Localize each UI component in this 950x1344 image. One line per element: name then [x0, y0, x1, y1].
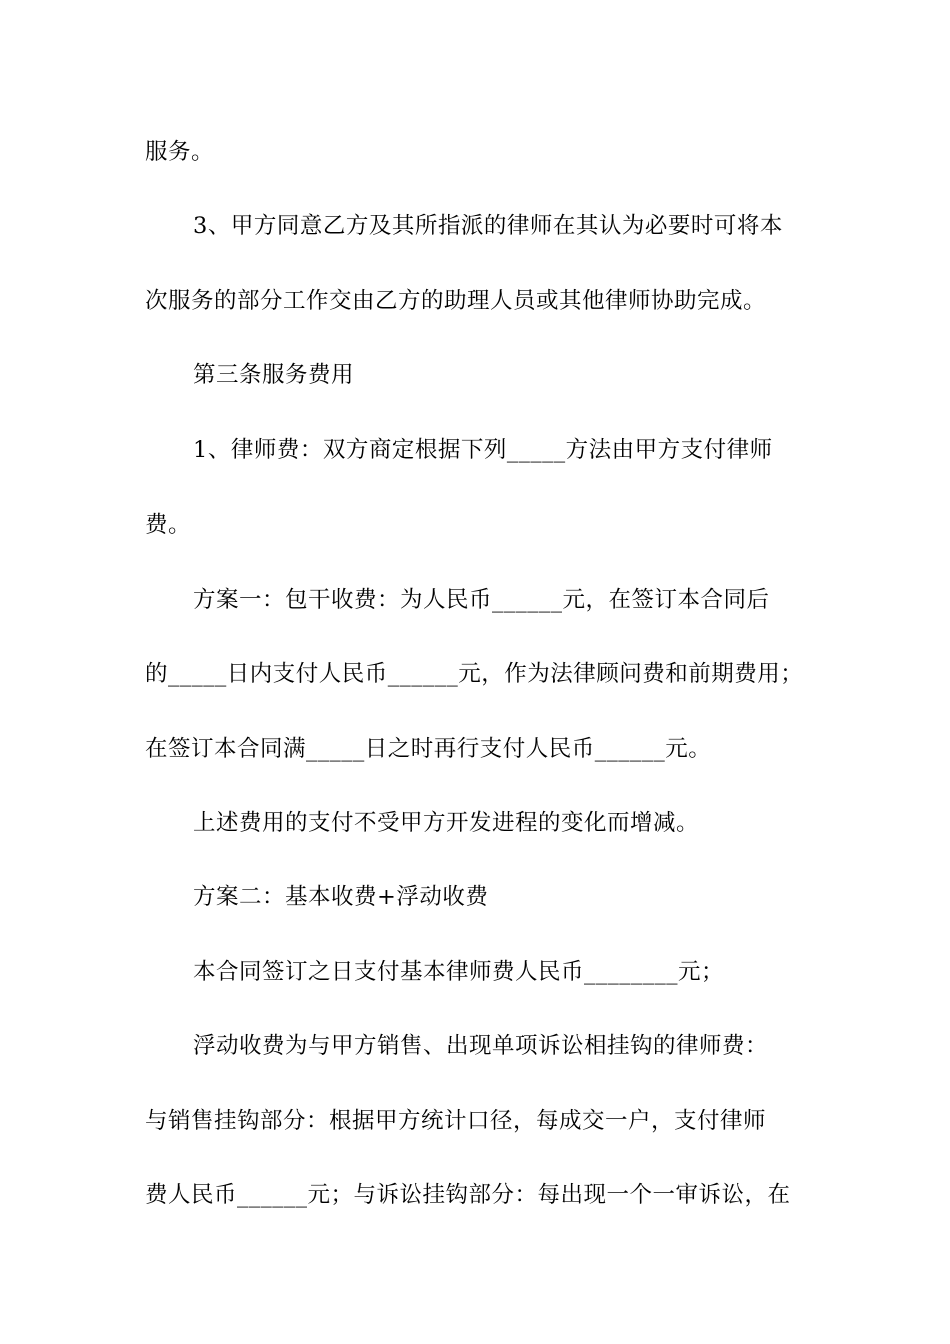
- paragraph-line: 浮动收费为与甲方销售、出现单项诉讼相挂钩的律师费：: [193, 1033, 769, 1059]
- paragraph-line: 服务。: [145, 139, 215, 165]
- paragraph-line: 本合同签订之日支付基本律师费人民币________元；: [193, 959, 725, 985]
- paragraph-line: 方案一：包干收费：为人民币______元，在签订本合同后: [193, 587, 770, 613]
- paragraph-line: 的_____日内支付人民币______元，作为法律顾问费和前期费用；: [145, 661, 804, 687]
- paragraph-line: 上述费用的支付不受甲方开发进程的变化而增减。: [193, 810, 700, 836]
- paragraph-line: 费人民币______元；与诉讼挂钩部分：每出现一个一审诉讼，在: [145, 1182, 791, 1208]
- paragraph-line: 3、甲方同意乙方及其所指派的律师在其认为必要时可将本: [193, 213, 783, 239]
- paragraph-line: 次服务的部分工作交由乙方的助理人员或其他律师协助完成。: [145, 288, 767, 314]
- paragraph-line: 在签订本合同满_____日之时再行支付人民币______元。: [145, 736, 712, 762]
- paragraph-line: 1、律师费：双方商定根据下列_____方法由甲方支付律师: [193, 437, 773, 463]
- paragraph-line: 方案二：基本收费+浮动收费: [193, 884, 489, 910]
- paragraph-line: 费。: [145, 512, 192, 538]
- paragraph-line: 与销售挂钩部分：根据甲方统计口径，每成交一户，支付律师: [145, 1108, 767, 1134]
- section-heading: 第三条服务费用: [193, 362, 355, 388]
